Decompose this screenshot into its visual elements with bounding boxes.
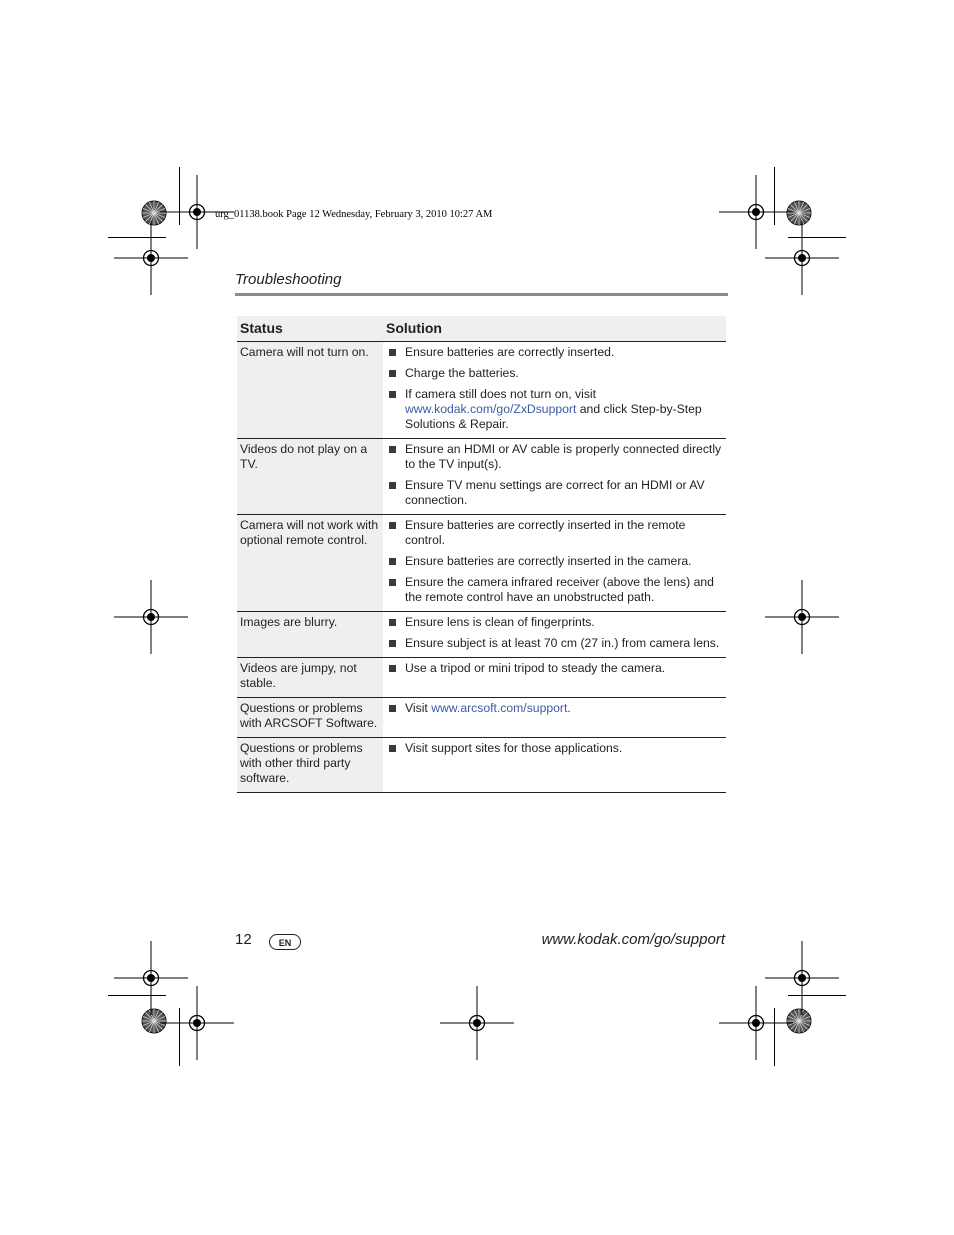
solution-text: Ensure batteries are correctly inserted in the camera. bbox=[405, 554, 692, 568]
solution-text: and click Step-by-Step Solutions & Repair. bbox=[405, 402, 702, 431]
solution-text: Ensure lens is clean of fingerprints. bbox=[405, 615, 595, 629]
table-row bbox=[237, 612, 726, 658]
solution-text: Visit bbox=[405, 701, 432, 715]
table-header-row bbox=[237, 316, 726, 342]
status-cell: Videos do not play on a TV. bbox=[237, 439, 383, 515]
support-link[interactable]: www.arcsoft.com/support bbox=[431, 701, 568, 715]
status-cell: Images are blurry. bbox=[237, 612, 383, 658]
page-number: 12 bbox=[235, 931, 252, 948]
table-row bbox=[237, 342, 726, 439]
status-column-header: Status bbox=[237, 316, 383, 342]
solution-column-header: Solution bbox=[383, 316, 726, 342]
solution-item bbox=[387, 554, 723, 569]
support-link[interactable]: www.kodak.com/go/ZxDsupport bbox=[405, 402, 577, 416]
registration-star-icon bbox=[142, 1009, 166, 1033]
crosshair-icon bbox=[719, 175, 793, 249]
solution-item bbox=[387, 575, 723, 605]
crosshair-icon bbox=[114, 221, 188, 295]
solution-text: Use a tripod or mini tripod to steady the camera. bbox=[405, 661, 666, 675]
bullet-square-icon bbox=[389, 446, 396, 453]
bullet-square-icon bbox=[389, 522, 396, 529]
bullet-square-icon bbox=[389, 482, 396, 489]
bullet-square-icon bbox=[389, 349, 396, 356]
solution-text: Ensure batteries are correctly inserted in the remote control. bbox=[405, 518, 686, 547]
solution-item bbox=[387, 345, 723, 360]
status-cell: Camera will not turn on. bbox=[237, 342, 383, 439]
solution-cell bbox=[383, 439, 726, 515]
solution-item bbox=[387, 636, 723, 651]
solution-item bbox=[387, 387, 723, 432]
solution-text: . bbox=[567, 701, 571, 715]
solution-cell bbox=[383, 738, 726, 793]
table-body bbox=[237, 342, 726, 793]
section-title: Troubleshooting bbox=[235, 271, 342, 288]
print-slug-line: urg_01138.book Page 12 Wednesday, February 3, 2010 10:27 AM bbox=[215, 209, 493, 220]
bullet-square-icon bbox=[389, 745, 396, 752]
solution-cell bbox=[383, 698, 726, 738]
solution-text: Ensure batteries are correctly inserted. bbox=[405, 345, 615, 359]
solution-text: Visit support sites for those applications. bbox=[405, 741, 623, 755]
bullet-square-icon bbox=[389, 579, 396, 586]
crosshair-icon bbox=[719, 986, 793, 1060]
bullet-square-icon bbox=[389, 391, 396, 398]
solution-item bbox=[387, 442, 723, 472]
crosshair-icon bbox=[114, 580, 188, 654]
bullet-square-icon bbox=[389, 640, 396, 647]
crosshair-icon bbox=[765, 580, 839, 654]
solution-text: Ensure the camera infrared receiver (above the lens) and the remote control have an unobstructed path. bbox=[405, 575, 714, 604]
bullet-square-icon bbox=[389, 619, 396, 626]
solution-list bbox=[387, 518, 723, 605]
solution-cell bbox=[383, 515, 726, 612]
crosshair-icon bbox=[114, 941, 188, 1015]
solution-item bbox=[387, 661, 723, 676]
registration-star-icon bbox=[787, 201, 811, 225]
bullet-square-icon bbox=[389, 665, 396, 672]
solution-cell bbox=[383, 342, 726, 439]
solution-list bbox=[387, 661, 723, 676]
status-cell: Questions or problems with ARCSOFT Software. bbox=[237, 698, 383, 738]
section-rule bbox=[235, 293, 728, 296]
table-row bbox=[237, 658, 726, 698]
solution-cell bbox=[383, 658, 726, 698]
table-row bbox=[237, 738, 726, 793]
crosshair-icon bbox=[765, 221, 839, 295]
crosshair-icon bbox=[440, 986, 514, 1060]
footer-support-url: www.kodak.com/go/support bbox=[541, 931, 725, 948]
solution-item bbox=[387, 741, 723, 756]
solution-text: If camera still does not turn on, visit bbox=[405, 387, 597, 401]
solution-text: Charge the batteries. bbox=[405, 366, 519, 380]
troubleshooting-table bbox=[237, 316, 726, 793]
status-cell: Videos are jumpy, not stable. bbox=[237, 658, 383, 698]
language-badge: EN bbox=[269, 934, 301, 950]
solution-list bbox=[387, 741, 723, 756]
solution-item bbox=[387, 518, 723, 548]
solution-text: Ensure subject is at least 70 cm (27 in.) from camera lens. bbox=[405, 636, 720, 650]
solution-item bbox=[387, 615, 723, 630]
bullet-square-icon bbox=[389, 370, 396, 377]
table-row bbox=[237, 515, 726, 612]
crosshair-icon bbox=[765, 941, 839, 1015]
solution-list bbox=[387, 701, 723, 716]
solution-item bbox=[387, 701, 723, 716]
bullet-square-icon bbox=[389, 558, 396, 565]
solution-item bbox=[387, 478, 723, 508]
crosshair-icon bbox=[160, 986, 234, 1060]
status-cell: Camera will not work with optional remote control. bbox=[237, 515, 383, 612]
registration-star-icon bbox=[787, 1009, 811, 1033]
solution-text: Ensure TV menu settings are correct for an HDMI or AV connection. bbox=[405, 478, 705, 507]
solution-list bbox=[387, 442, 723, 508]
status-cell: Questions or problems with other third party software. bbox=[237, 738, 383, 793]
solution-list bbox=[387, 615, 723, 651]
registration-star-icon bbox=[142, 201, 166, 225]
solution-item bbox=[387, 366, 723, 381]
bullet-square-icon bbox=[389, 705, 396, 712]
table-row bbox=[237, 698, 726, 738]
solution-text: Ensure an HDMI or AV cable is properly connected directly to the TV input(s). bbox=[405, 442, 722, 471]
solution-list bbox=[387, 345, 723, 432]
table-row bbox=[237, 439, 726, 515]
solution-cell bbox=[383, 612, 726, 658]
